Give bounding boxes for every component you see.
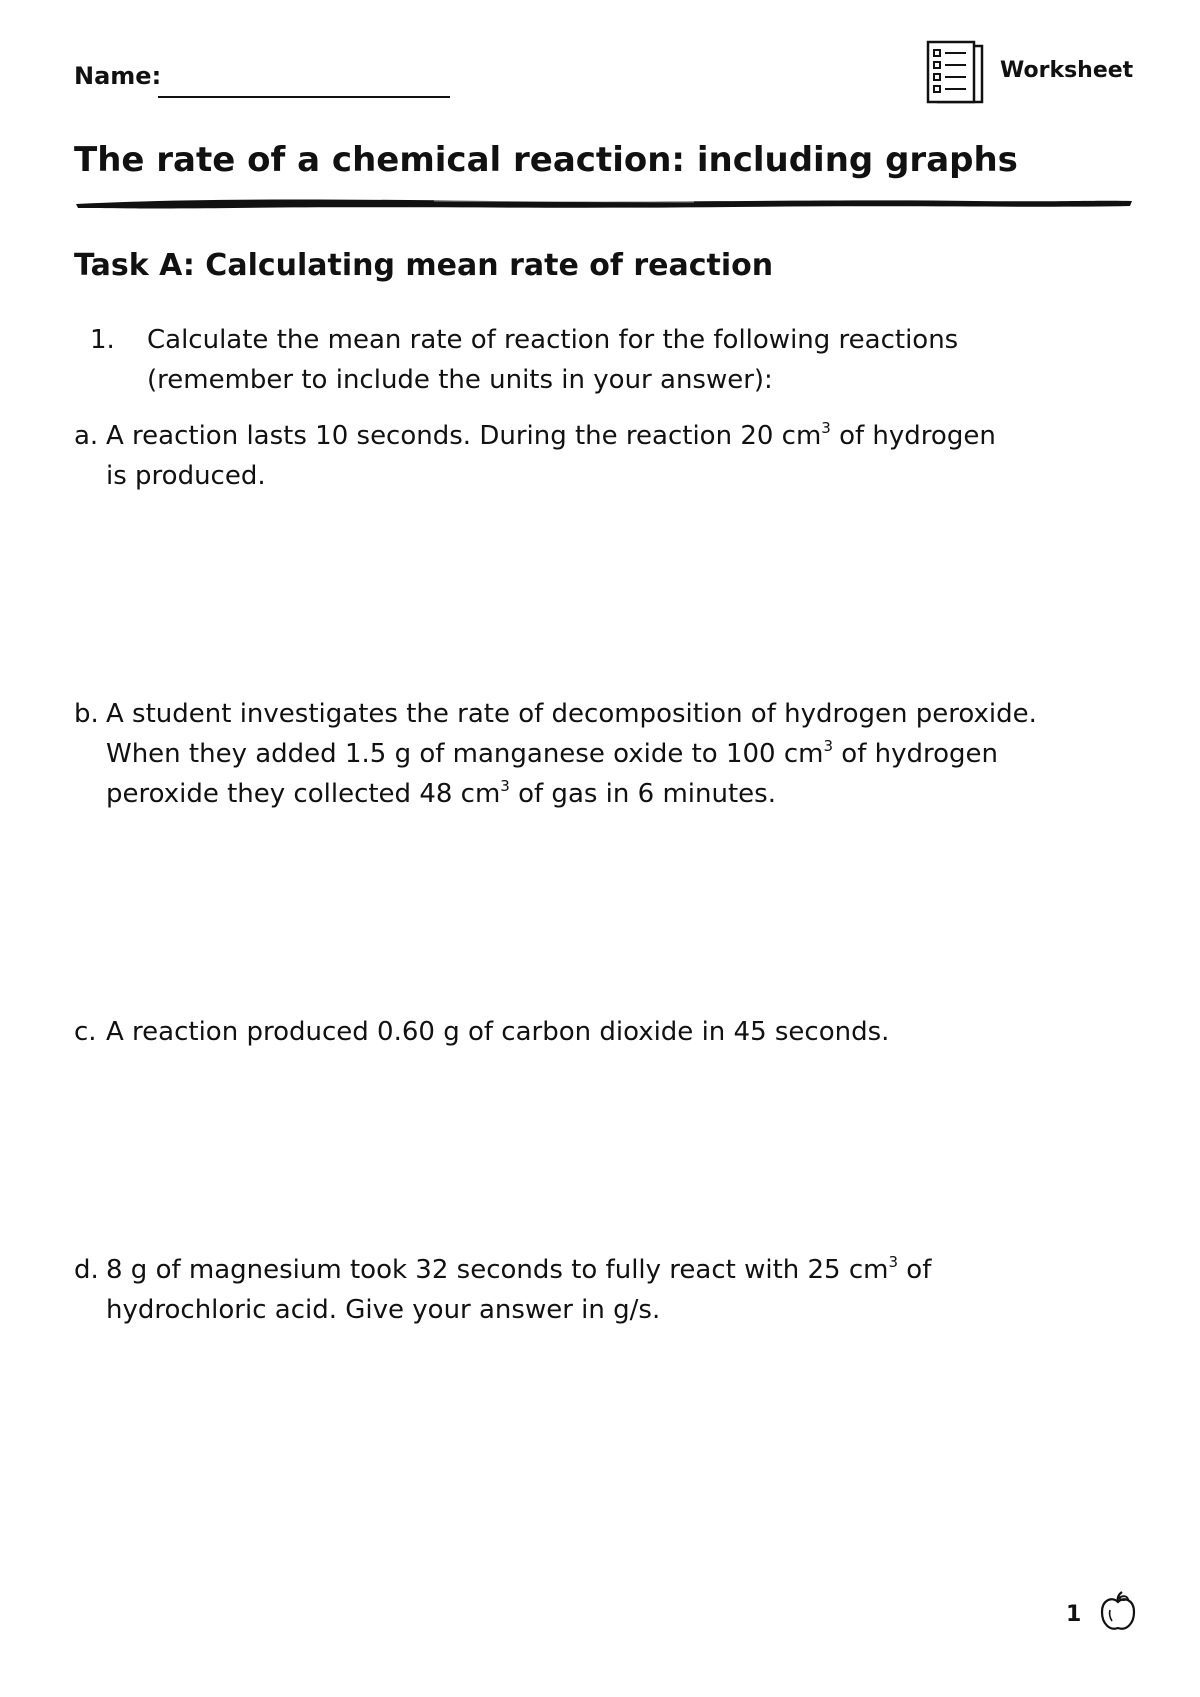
worksheet-icon (924, 40, 988, 108)
part-d-line-2: hydrochloric acid. Give your answer in g/s. (106, 1295, 661, 1325)
part-c-line-1: A reaction produced 0.60 g of carbon dioxide in 45 seconds. (106, 1017, 890, 1047)
part-a-line-1: A reaction lasts 10 seconds. During the reaction 20 $cm^3$ of hydrogen (106, 419, 996, 451)
question-text (147, 320, 1127, 400)
task-a-title: Task A: Calculating mean rate of reaction (74, 248, 774, 283)
question-text-line-2: (remember to include the units in your answer): (147, 365, 773, 395)
page-title: The rate of a chemical reaction: including graphs (74, 140, 1018, 180)
part-letter: a. (74, 421, 99, 451)
part-b-line-1: A student investigates the rate of decomposition of hydrogen peroxide. (106, 699, 1037, 729)
part-d-line-1: 8 g of magnesium took 32 seconds to fully react with 25 $cm^3$ of (106, 1253, 932, 1285)
part-a-line-2: is produced. (106, 461, 266, 491)
apple-icon (1098, 1590, 1138, 1634)
question-text-line-1: Calculate the mean rate of reaction for the following reactions (147, 325, 959, 355)
part-letter: b. (74, 699, 99, 729)
name-input-line[interactable] (158, 96, 450, 98)
name-label: Name: (74, 62, 162, 90)
question-number: 1. (90, 325, 115, 355)
part-b-line-3: peroxide they collected 48 $cm^3$ of gas in 6 minutes. (106, 777, 776, 809)
page-number: 1 (1066, 1602, 1082, 1627)
part-letter: c. (74, 1017, 97, 1047)
title-underline (74, 196, 1134, 210)
part-letter: d. (74, 1255, 99, 1285)
worksheet-label: Worksheet (1000, 58, 1134, 83)
part-b-line-2: When they added 1.5 g of manganese oxide to 100 $cm^3$ of hydrogen (106, 737, 998, 769)
